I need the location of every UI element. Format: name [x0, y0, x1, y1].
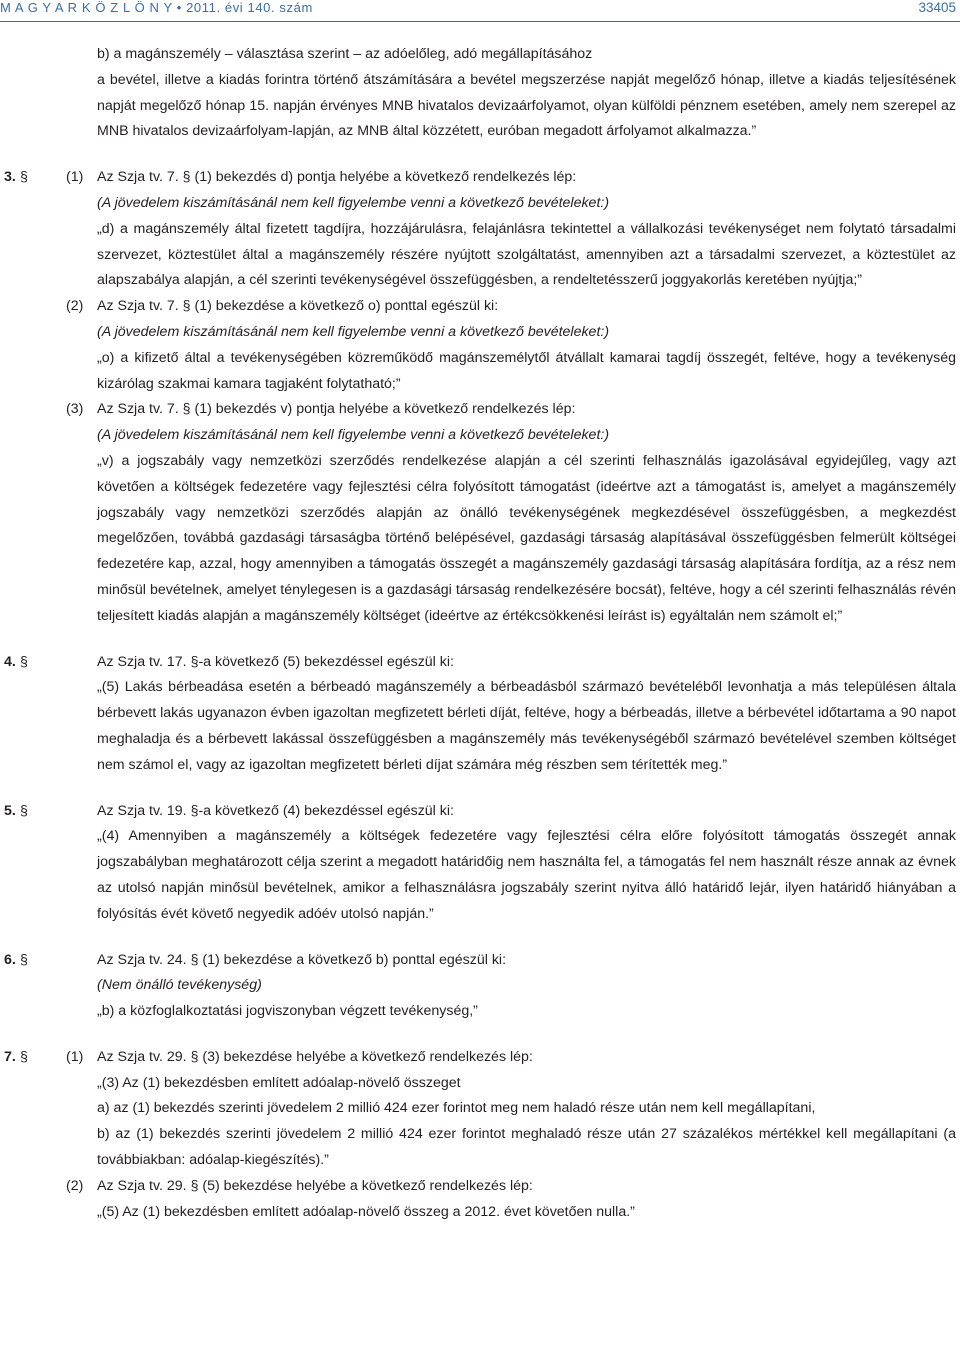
paragraph-heading: Az Szja tv. 7. § (1) bekezdése a következő o) ponttal egészül ki: — [97, 298, 499, 315]
section-number: 5. — [4, 802, 16, 819]
section-sign: § — [20, 951, 28, 968]
intro-lead: b) a magánszemély – választása szerint – az adóelőleg, adó megállapításához — [97, 46, 593, 62]
header-rule — [0, 21, 960, 22]
spacer — [0, 145, 960, 165]
spacer — [0, 779, 960, 799]
italic-context: (Nem önálló tevékenység) — [97, 977, 262, 994]
spacer — [0, 630, 960, 650]
paragraph-number: (1) — [66, 169, 84, 186]
paragraph-heading: Az Szja tv. 29. § (5) bekezdése helyébe a következő rendelkezés lép: — [97, 1177, 533, 1194]
paragraph-heading: Az Szja tv. 7. § (1) bekezdés d) pontja helyébe a következő rendelkezés lép: — [97, 169, 577, 186]
italic-context: (A jövedelem kiszámításánál nem kell figyelembe venni a következő bevételeket:) — [97, 194, 610, 211]
amended-text: „(3) Az (1) bekezdésben említett adóalap-növelő összeget — [97, 1074, 461, 1091]
section-body — [0, 799, 960, 928]
amended-text: „v) a jogszabály vagy nemzetközi szerződés rendelkezése alapján a cél szerinti felhasználás igazolásával egyidejűleg, vagy azt követően a költségek fedezetére vagy fejlesztési célra folyósított támogatást (ideértve azt a támogatást is, amelyet a magánszemély jogszabály vagy nemzetközi szerződés alapján az önálló tevékenységének megkezdésével összefüggésben, a megkezdést megelőzően, továbbá gazdasági társaságba történő belépésével, gazdasági társaság alapításával összefüggésben felmerült költségei fedezetére kap, azzal, hogy amennyiben a támogatás összegét a magánszemély gazdasági társaság alapítására fordítja, az a rész nem minősül bevételnek, amelyet ténylegesen is a gazdasági társaság rendelkezésére bocsát), feltéve, hogy a cél szerinti felhasználás révén teljesített kiadás alapján a magánszemély költséget (ideértve az értékcsökkenési leírást is) egyáltalán nem számolt el;” — [97, 452, 956, 624]
paragraph-1 — [0, 1045, 960, 1174]
italic-context: (A jövedelem kiszámításánál nem kell figyelembe venni a következő bevételeket:) — [97, 427, 610, 444]
section-body — [0, 948, 960, 1025]
section-body — [0, 650, 960, 779]
page-header — [0, 0, 960, 22]
amended-text: „b) a közfoglalkoztatási jogviszonyban végzett tevékenység,” — [97, 1003, 478, 1020]
section-5 — [0, 799, 960, 928]
amended-text: „(4) Amennyiben a magánszemély a költségek fedezetére vagy fejlesztési célra előre folyósított támogatás összegét annak jogszabályban meghatározott célja szerint a megadott határidőig nem használta fel, a támogatás fel nem használt része annak az évnek az utolsó napján minősül bevételnek, amikor a felhasználásra jogszabály szerint nyitva álló határidő lejár, ilyen határidő hiányában a folyósítás évét követő negyedik adóév utolsó napján.” — [97, 828, 956, 922]
section-heading: Az Szja tv. 17. §-a következő (5) bekezdéssel egészül ki: — [97, 653, 454, 670]
paragraph-2 — [0, 1174, 960, 1226]
amended-text: „o) a kifizető által a tevékenységében közreműködő magánszemélytől átvállalt kamarai tagdíj összegét, feltéve, hogy a tevékenység kizárólag szakmai kamara tagjaként folytatható;” — [97, 349, 956, 392]
italic-context: (A jövedelem kiszámításánál nem kell figyelembe venni a következő bevételeket:) — [97, 323, 610, 340]
paragraph-1 — [0, 165, 960, 294]
paragraph-heading: Az Szja tv. 7. § (1) bekezdés v) pontja helyébe a következő rendelkezés lép: — [97, 401, 576, 418]
spacer — [0, 928, 960, 948]
paragraph-number: (1) — [66, 1048, 84, 1065]
section-heading: Az Szja tv. 24. § (1) bekezdése a következő b) ponttal egészül ki: — [97, 951, 507, 968]
section-7 — [0, 1045, 960, 1226]
section-heading: Az Szja tv. 19. §-a következő (4) bekezdéssel egészül ki: — [97, 802, 454, 819]
point-b: b) az (1) bekezdés szerinti jövedelem 2 millió 424 ezer forintot meghaladó része után 27 százalékos mértékkel kell megállapítani (a továbbiakban: adóalap-kiegészítés).” — [97, 1126, 956, 1169]
section-3 — [0, 165, 960, 629]
section-4 — [0, 650, 960, 779]
paragraph-heading: Az Szja tv. 29. § (3) bekezdése helyébe a következő rendelkezés lép: — [97, 1048, 533, 1065]
paragraph-2 — [0, 294, 960, 397]
journal-title: M A G Y A R K Ö Z L Ö N Y • 2011. évi 140. szám — [0, 0, 313, 15]
paragraph-number: (3) — [66, 401, 84, 418]
section-number: 3. — [4, 169, 16, 186]
intro-block — [0, 42, 960, 68]
point-a: a) az (1) bekezdés szerinti jövedelem 2 millió 424 ezer forintot meg nem haladó része után nem kell megállapítani, — [97, 1100, 816, 1117]
section-sign: § — [20, 1048, 28, 1065]
section-number: 7. — [4, 1048, 16, 1065]
section-number: 6. — [4, 951, 16, 968]
amended-text: „d) a magánszemély által fizetett tagdíjra, hozzájárulásra, felajánlásra tekintettel a vállalkozási tevékenységet nem folytató társadalmi szervezet, köztestület által a magánszemély részére nyújtott szolgáltatást, amennyiben azt a társadalmi szervezet, a köztestület az alapszabálya alapján, a cél szerinti tevékenységével összefüggésben, a rendeltetésszerű joggyakorlás keretében nyújtja;” — [97, 220, 956, 289]
paragraph-number: (2) — [66, 1177, 84, 1194]
paragraph-3 — [0, 397, 960, 629]
document-body — [0, 42, 960, 1225]
section-sign: § — [20, 653, 28, 670]
section-6 — [0, 948, 960, 1025]
page-number: 33405 — [918, 0, 956, 15]
spacer — [0, 1025, 960, 1045]
amended-text: „(5) Lakás bérbeadása esetén a bérbeadó magánszemély a bérbeadásból származó bevételéből levonhatja a más településen általa bérbevett lakás ugyanazon évben igazoltan megfizetett bérleti díját, feltéve, hogy a bérbeadás, illetve a bérbevétel időtartama a 90 napot meghaladja és a bérbevett lakással összefüggésben a magánszemély más tevékenységéből származó bevételével szemben költséget nem számol el, vagy az igazoltan megfizetett bérleti díjat számára még részben sem térítették meg.” — [97, 679, 956, 773]
intro-text: a bevétel, illetve a kiadás forintra történő átszámítására a bevétel megszerzése napját megelőző hónap, illetve a kiadás teljesítésének napját megelőző hónap 15. napján érvényes MNB hivatalos devizaárfolyamot, olyan külföldi pénznem esetében, amely nem szerepel az MNB hivatalos devizaárfolyam-lapján, az MNB által közzétett, euróban megadott árfolyamot alkalmazza.” — [97, 71, 956, 140]
section-sign: § — [20, 802, 28, 819]
section-sign: § — [20, 169, 28, 186]
amended-text: „(5) Az (1) bekezdésben említett adóalap-növelő összeg a 2012. évet követően nulla.” — [97, 1203, 635, 1220]
paragraph-number: (2) — [66, 298, 84, 315]
section-number: 4. — [4, 653, 16, 670]
